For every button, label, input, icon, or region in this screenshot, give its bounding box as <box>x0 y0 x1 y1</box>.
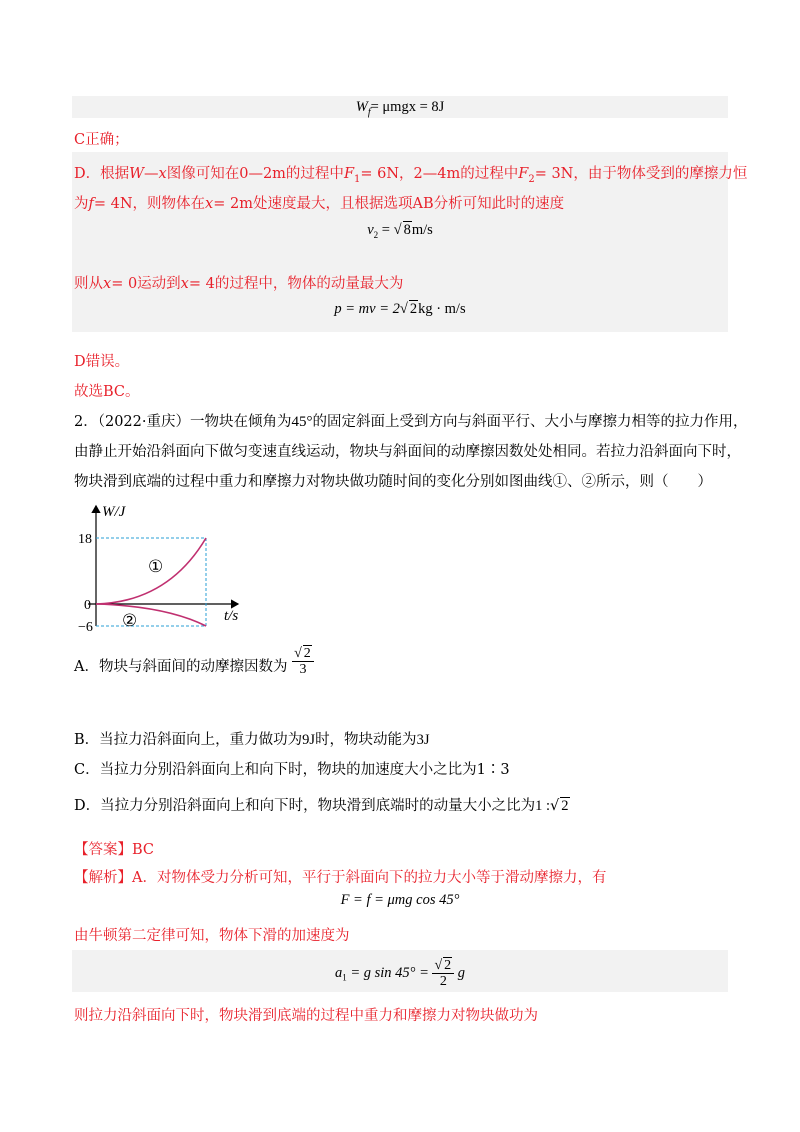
analysis-line-1: 【解析】A．对物体受力分析可知，平行于斜面向下的拉力大小等于滑动摩擦力，有 <box>74 870 607 886</box>
d-wrong: D错误。 <box>74 354 130 370</box>
choose-answer: 故选BC。 <box>74 384 140 400</box>
formula-friction: F = f = μmg cos 45° <box>340 892 460 908</box>
option-d: D．当拉力分别沿斜面向上和向下时，物块滑到底端时的动量大小之比为1 :√ 2 <box>74 798 569 814</box>
d-line-2: 为f= 4N，则物体在x= 2m处速度最大，且根据选项AB分析可知此时的速度 <box>74 196 565 212</box>
d-line-3: 则从x= 0运动到x= 4的过程中，物体的动量最大为 <box>74 276 404 292</box>
d-line-1: D．根据W—x图像可知在0—2m的过程中$F_1= 6N$，2—4m的过程中$F_2= 3N$，由于物体受到的摩擦力恒 <box>74 166 748 185</box>
formula-v2: $v_2$ = √ 8m/s <box>367 222 433 240</box>
option-b: B．当拉力沿斜面向上，重力做功为9J时，物块动能为3J <box>74 732 430 748</box>
option-a: A．物块与斜面间的动摩擦因数为 $\frac{√ 2}{3}$ <box>74 654 314 677</box>
formula-a1: $a_1 = g$ sin 45° = $\frac{√ 2}{2}$ g <box>334 958 466 989</box>
tick-m6: −6 <box>78 620 93 635</box>
newton-line: 由牛顿第二定律可知，物体下滑的加速度为 <box>74 928 350 944</box>
formula-wf: $W_f= \mu mgx = 8J$ <box>355 99 445 118</box>
last-line: 则拉力沿斜面向下时，物块滑到底端的过程中重力和摩擦力对物块做功为 <box>74 1008 538 1024</box>
y-axis-label: W/J <box>102 504 126 520</box>
curve-2-label: ② <box>122 611 138 630</box>
c-correct: C正确； <box>74 132 129 148</box>
option-c: C．当拉力分别沿斜面向上和向下时，物块的加速度大小之比为1∶3 <box>74 762 510 778</box>
tick-18: 18 <box>78 532 92 547</box>
work-time-graph <box>78 498 258 638</box>
q2-line-2: 由静止开始沿斜面向下做匀变速直线运动，物块与斜面间的动摩擦因数处处相同。若拉力沿斜面向下时， <box>74 444 741 460</box>
curve-1-label: ① <box>148 557 164 576</box>
formula-p: p = mv = 2√ 2kg · m/s <box>334 301 466 317</box>
x-axis-label: t/s <box>224 608 239 624</box>
curve-2 <box>96 604 206 626</box>
answer: 【答案】BC <box>74 842 155 858</box>
q2-line-3: 物块滑到底端的过程中重力和摩擦力对物块做功随时间的变化分别如图曲线①、②所示，则（ ） <box>74 474 712 490</box>
q2-line-1: 2．（2022·重庆）一物块在倾角为45°的固定斜面上受到方向与斜面平行、大小与摩擦力相等的拉力作用， <box>74 414 748 430</box>
tick-0: 0 <box>84 598 91 613</box>
